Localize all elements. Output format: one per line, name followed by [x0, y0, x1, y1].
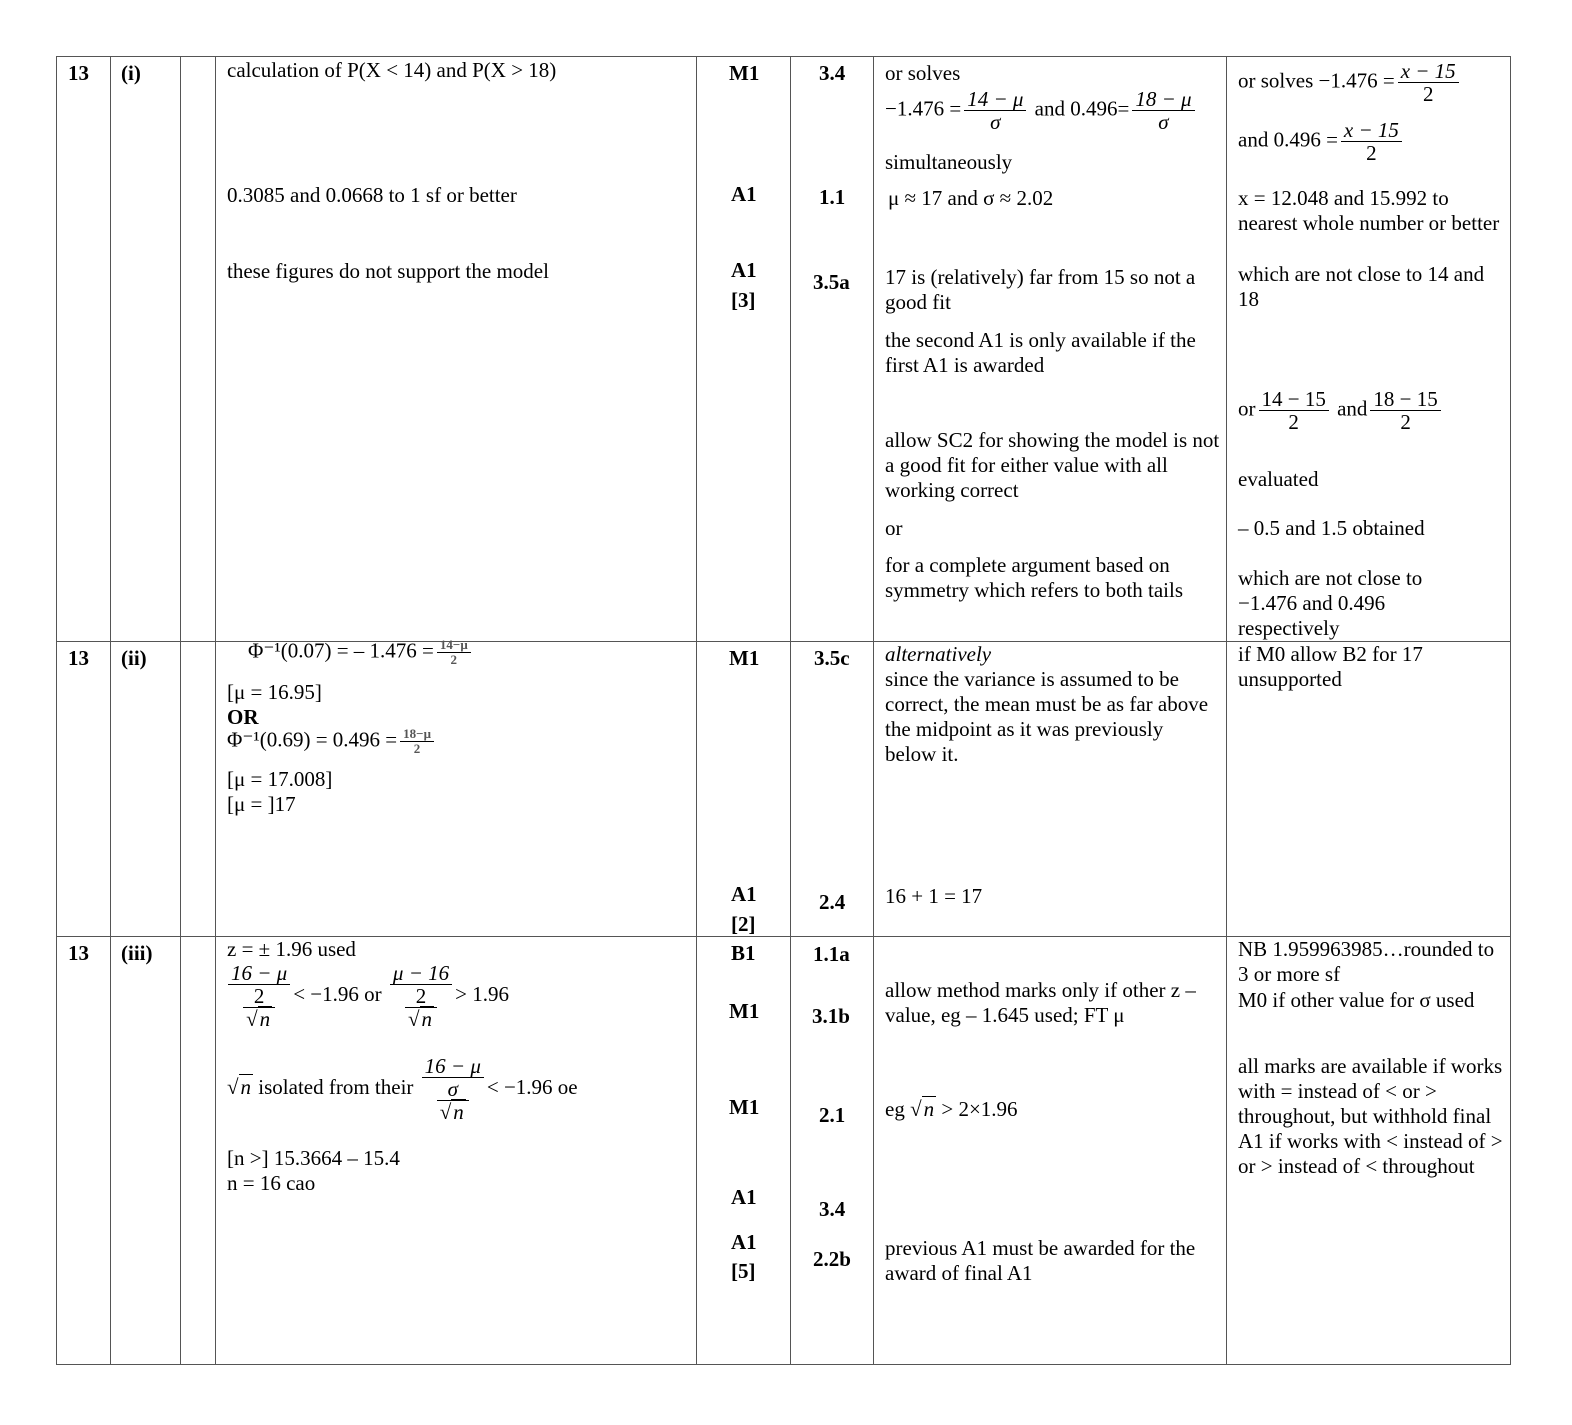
- answer-line: [μ = 17.008]: [227, 767, 333, 791]
- fraction-denominator: 2: [1422, 82, 1434, 106]
- row-border: [56, 1364, 1511, 1365]
- sqrt-n: √n: [439, 1100, 464, 1124]
- fraction-numerator: 18−μ: [400, 727, 434, 742]
- question-number: 13: [68, 61, 89, 85]
- guidance-equation: [885, 88, 1198, 133]
- guidance-equation: [885, 1097, 1018, 1122]
- mark-total: [5]: [731, 1259, 756, 1283]
- equation-text: and: [1337, 396, 1368, 421]
- ao-code: 1.1a: [813, 942, 850, 966]
- answer-line: these figures do not support the model: [227, 259, 549, 283]
- fraction-denominator: 2: [1366, 141, 1377, 165]
- fraction-numerator: 2: [243, 985, 275, 1008]
- sqrt-n: √n: [227, 1074, 252, 1099]
- radicand: n: [421, 1007, 433, 1031]
- guidance-text: since the variance is assumed to be correct, the mean must be as far above the midpoint as it was previously below it.: [885, 667, 1209, 766]
- radicand: n: [453, 1100, 464, 1124]
- fraction-denominator: [422, 1078, 484, 1123]
- ao-code: 1.1: [819, 185, 846, 209]
- guidance-text: or solves: [885, 61, 961, 85]
- column-border: [790, 56, 791, 1365]
- ao-code: 3.4: [819, 61, 846, 85]
- equation-text: Φ⁻¹(0.69) = 0.496 =: [227, 727, 398, 752]
- fraction: [437, 1078, 469, 1123]
- guidance-text: x = 12.048 and 15.992 to nearest whole number or better: [1238, 186, 1500, 235]
- guidance-text: allow SC2 for showing the model is not a good fit for either value with all working correct: [885, 428, 1220, 502]
- fraction-denominator: σ: [1158, 110, 1169, 134]
- fraction-numerator: μ − 16: [390, 962, 452, 985]
- fraction-numerator: 16 − μ: [422, 1055, 484, 1078]
- guidance-text: or: [885, 516, 903, 540]
- row-border: [56, 56, 1511, 57]
- ao-code: 2.2b: [813, 1247, 851, 1271]
- fraction: [1341, 119, 1402, 164]
- mark-code: A1: [731, 182, 757, 206]
- equation-text: eg: [885, 1097, 905, 1121]
- equation-text: isolated from their: [258, 1074, 414, 1099]
- mark-code: A1: [731, 258, 757, 282]
- guidance-text: M0 if other value for σ used: [1238, 988, 1475, 1012]
- answer-line: [μ = ]17: [227, 792, 296, 816]
- ao-code: 3.5a: [813, 270, 850, 294]
- ao-code: 2.4: [819, 890, 846, 914]
- ao-code: 3.5c: [814, 646, 850, 670]
- answer-equation: [248, 638, 474, 667]
- mark-code: M1: [729, 646, 760, 670]
- column-border: [873, 56, 874, 1365]
- mark-code: A1: [731, 1230, 757, 1254]
- mark-total: [2]: [731, 912, 756, 936]
- equation-text: −1.476 =: [885, 96, 962, 121]
- equation-text: > 2×1.96: [941, 1097, 1018, 1121]
- sqrt-n: √n: [246, 1007, 271, 1031]
- fraction: [1132, 88, 1194, 133]
- answer-line: calculation of P(X < 14) and P(X > 18): [227, 58, 557, 82]
- guidance-text: which are not close to −1.476 and 0.496 respectively: [1238, 566, 1423, 640]
- fraction-numerator: 14−μ: [437, 638, 471, 653]
- guidance-text: simultaneously: [885, 150, 1013, 174]
- fraction: [1370, 388, 1440, 433]
- question-number: 13: [68, 941, 89, 965]
- column-border: [110, 56, 111, 1365]
- question-part: (ii): [121, 646, 147, 670]
- fraction-numerator: x − 15: [1398, 60, 1459, 83]
- answer-line: z = ± 1.96 used: [227, 937, 356, 961]
- mark-code: A1: [731, 882, 757, 906]
- guidance-text: the second A1 is only available if the first A1 is awarded: [885, 328, 1196, 377]
- guidance-text: 16 + 1 = 17: [885, 884, 983, 908]
- fraction-numerator: σ: [437, 1078, 469, 1101]
- radicand: n: [259, 1007, 271, 1031]
- ao-code: 2.1: [819, 1103, 846, 1127]
- question-number: 13: [68, 646, 89, 670]
- fraction-denominator: [390, 985, 452, 1030]
- radicand: n: [923, 1097, 935, 1121]
- answer-line: 0.3085 and 0.0668 to 1 sf or better: [227, 183, 517, 207]
- fraction-denominator: σ: [990, 110, 1001, 134]
- guidance-text: allow method marks only if other z – value, eg – 1.645 used; FT μ: [885, 978, 1196, 1027]
- fraction-numerator: 18 − 15: [1370, 388, 1440, 411]
- fraction-numerator: x − 15: [1341, 119, 1402, 142]
- mark-code: B1: [731, 941, 756, 965]
- fraction: [437, 638, 471, 667]
- fraction-denominator: 2: [1288, 410, 1299, 434]
- ao-code: 3.4: [819, 1197, 846, 1221]
- equation-text: < −1.96: [293, 981, 359, 1006]
- fraction-numerator: 16 − μ: [228, 962, 290, 985]
- column-border: [215, 56, 216, 1365]
- equation-text: or: [1238, 396, 1256, 421]
- question-part: (i): [121, 61, 141, 85]
- equation-text: 0.496 =: [1273, 127, 1338, 152]
- question-part: (iii): [121, 941, 153, 965]
- equation-text: > 1.96: [455, 981, 509, 1006]
- fraction: [1259, 388, 1329, 433]
- guidance-text: all marks are available if works with = instead of < or > throughout, but withhold final A1 if works with < instead of > or > instead of < throughout: [1238, 1054, 1503, 1178]
- guidance-text: μ ≈ 17 and σ ≈ 2.02: [888, 186, 1054, 210]
- mark-total: [3]: [731, 288, 756, 312]
- fraction: [390, 962, 452, 1030]
- fraction-numerator: 14 − μ: [964, 88, 1026, 111]
- fraction: [228, 962, 290, 1030]
- fraction-denominator: 2: [413, 741, 421, 756]
- fraction-numerator: 14 − 15: [1259, 388, 1329, 411]
- guidance-text: evaluated: [1238, 467, 1319, 491]
- guidance-text: for a complete argument based on symmetry which refers to both tails: [885, 553, 1184, 602]
- equation-text: and 0.496=: [1034, 96, 1130, 121]
- fraction-numerator: 18 − μ: [1132, 88, 1194, 111]
- equation-text: and: [1238, 127, 1269, 152]
- mark-code: A1: [731, 1185, 757, 1209]
- fraction: [1398, 60, 1459, 105]
- column-border: [696, 56, 697, 1365]
- guidance-text: NB 1.959963985…rounded to 3 or more sf: [1238, 937, 1495, 986]
- answer-equation: [227, 1055, 578, 1123]
- mark-code: M1: [729, 999, 760, 1023]
- equation-text: < −1.96 oe: [486, 1074, 578, 1099]
- guidance-text: if M0 allow B2 for 17 unsupported: [1238, 642, 1423, 691]
- fraction-denominator: [228, 985, 290, 1030]
- answer-line: OR: [227, 705, 259, 729]
- column-border: [56, 56, 57, 1365]
- equation-text: −1.476 =: [1318, 68, 1395, 93]
- fraction-denominator: 2: [1400, 410, 1411, 434]
- guidance-text: – 0.5 and 1.5 obtained: [1238, 516, 1425, 540]
- guidance-text: 17 is (relatively) far from 15 so not a good fit: [885, 265, 1196, 314]
- guidance-text: previous A1 must be awarded for the award of final A1: [885, 1236, 1196, 1285]
- answer-line: [μ = 16.95]: [227, 680, 322, 704]
- equation-text: Φ⁻¹(0.07) = – 1.476 =: [248, 638, 434, 663]
- sqrt-n: √n: [408, 1007, 433, 1031]
- fraction: [422, 1055, 484, 1123]
- equation-text: or: [364, 981, 382, 1006]
- fraction: [400, 727, 434, 756]
- guidance-text: alternatively: [885, 642, 992, 666]
- column-border: [1510, 56, 1511, 1365]
- fraction: [243, 985, 275, 1030]
- ao-code: 3.1b: [812, 1004, 850, 1028]
- answer-line: [n >] 15.3664 – 15.4: [227, 1146, 400, 1170]
- sqrt-n: √n: [910, 1097, 935, 1121]
- fraction-numerator: 2: [405, 985, 437, 1008]
- guidance-equation: [1238, 60, 1462, 105]
- equation-text: or solves: [1238, 68, 1314, 93]
- mark-code: M1: [729, 1095, 760, 1119]
- guidance-equation: [1238, 388, 1444, 433]
- guidance-equation: [1238, 119, 1405, 164]
- radicand: n: [240, 1074, 252, 1099]
- column-border: [180, 56, 181, 1365]
- fraction: [964, 88, 1026, 133]
- mark-code: M1: [729, 61, 760, 85]
- column-border: [1226, 56, 1227, 1365]
- answer-equation: [227, 727, 437, 756]
- fraction-denominator: 2: [450, 652, 458, 667]
- guidance-text: which are not close to 14 and 18: [1238, 262, 1485, 311]
- fraction: [405, 985, 437, 1030]
- answer-line: n = 16 cao: [227, 1171, 316, 1195]
- answer-equation: [225, 962, 509, 1030]
